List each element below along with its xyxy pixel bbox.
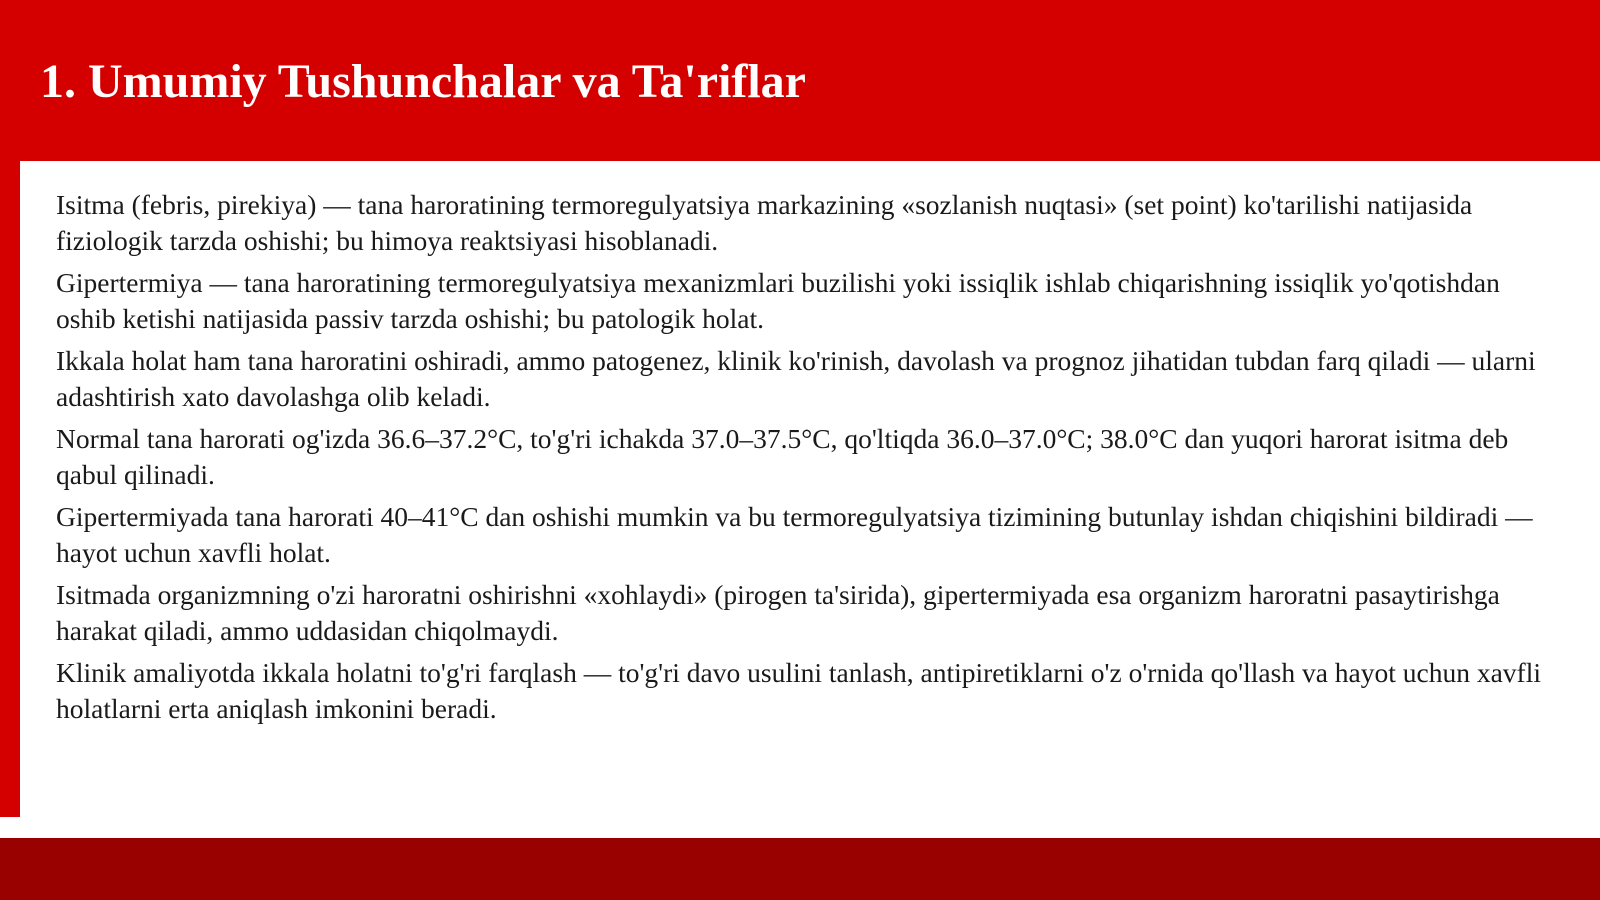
content-area xyxy=(56,187,1556,733)
paragraph-isitma-definition: Isitma (febris, pirekiya) — tana haroratining termoregulyatsiya markazining «sozlanish nuqtasi» (set point) ko'tarilishi natijasida fiziologik tarzda oshishi; bu himoya reaktsiyasi hisoblanadi. xyxy=(56,189,1473,256)
paragraph-normal-temperature: Normal tana harorati og'izda 36.6–37.2°C, to'g'ri ichakda 37.0–37.5°C, qo'ltiqda 36.0–37.0°C; 38.0°C dan yuqori harorat isitma deb qabul qilinadi. xyxy=(56,423,1509,490)
slide-title: 1. Umumiy Tushunchalar va Ta'riflar xyxy=(40,55,806,108)
paragraph-clinical-practice: Klinik amaliyotda ikkala holatni to'g'ri farqlash — to'g'ri davo usulini tanlash, antipiretiklarni o'z o'rnida qo'llash va hayot uchun xavfli holatlarni erta aniqlash imkonini beradi. xyxy=(56,657,1541,724)
paragraph-difference: Ikkala holat ham tana haroratini oshiradi, ammo patogenez, klinik ko'rinish, davolash va prognoz jihatidan tubdan farq qiladi — ularni adashtirish xato davolashga olib keladi. xyxy=(56,345,1536,412)
paragraph-mechanism-contrast: Isitmada organizmning o'zi haroratni oshirishni «xohlaydi» (pirogen ta'sirida), gipertermiyada esa organizm haroratni pasaytirishga harakat qiladi, ammo uddasidan chiqolmaydi. xyxy=(56,579,1500,646)
paragraph-hyperthermia-danger: Gipertermiyada tana harorati 40–41°C dan oshishi mumkin va bu termoregulyatsiya tizimining butunlay ishdan chiqishini bildiradi — hayot uchun xavfli holat. xyxy=(56,501,1533,568)
left-accent-bar xyxy=(0,161,20,817)
footer-band xyxy=(0,838,1600,900)
paragraph-gipertermiya-definition: Gipertermiya — tana haroratining termoregulyatsiya mexanizmlari buzilishi yoki issiqlik ishlab chiqarishning issiqlik yo'qotishdan oshib ketishi natijasida passiv tarzda oshishi; bu patologik holat. xyxy=(56,267,1500,334)
